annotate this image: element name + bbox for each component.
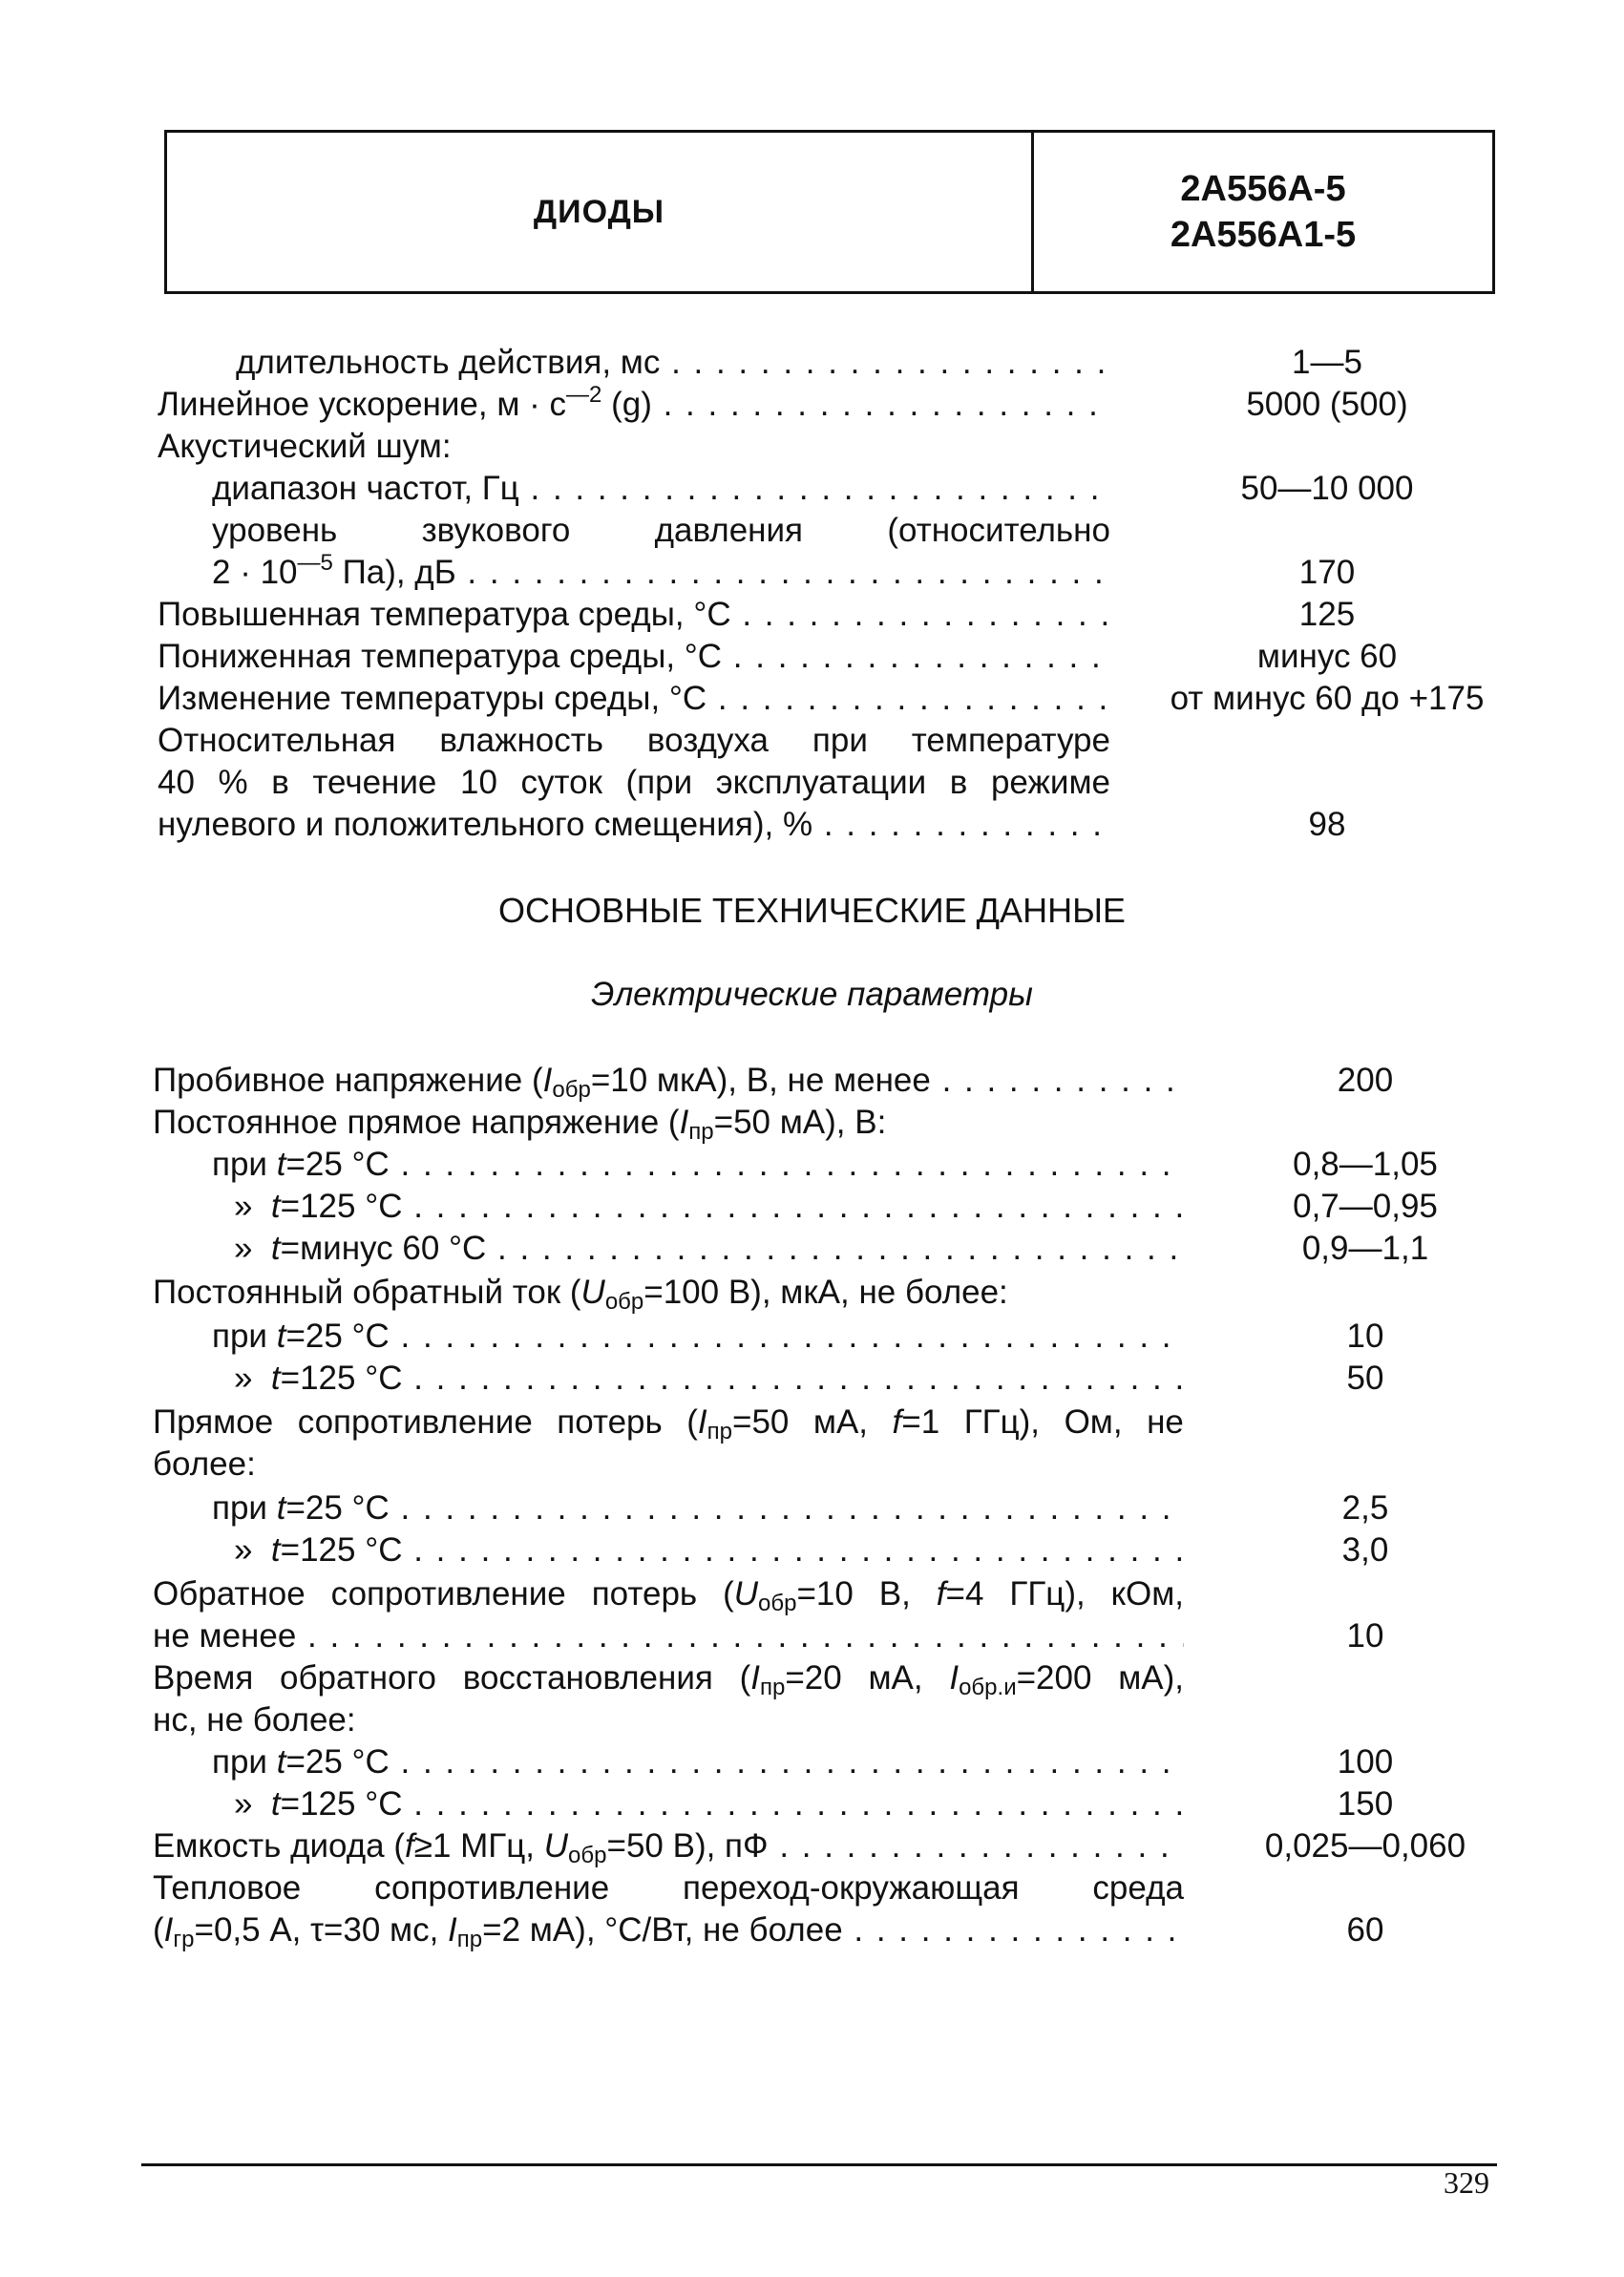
env-freq-value: 50—10 000 [1240, 470, 1414, 507]
param-thermal-row [153, 1909, 1184, 1951]
param-fwd-volt-value-1: 0,8—1,05 [1293, 1146, 1438, 1183]
param-rev-cur-row-2: » t=125 °С . . . [234, 1358, 1184, 1400]
model-name-2: 2А556А1-5 [1170, 215, 1357, 255]
param-cap-label: Емкость диода (f≥1 МГц, $U_{обр}=50$ В), пФ . . . [153, 1825, 1184, 1867]
env-humidity-value: 98 [1308, 806, 1346, 843]
param-thermal-value: 60 [1346, 1911, 1384, 1949]
env-temp-change-row [158, 678, 1110, 720]
param-rev-cur-value-1: 10 [1346, 1318, 1384, 1355]
env-freq-row [212, 468, 1110, 510]
param-fwd-res-line1: Прямое сопротивление потерь ($I_{пр}=50$ мА, f=1 ГГц), Ом, не [153, 1403, 1184, 1444]
env-low-temp-value: минус 60 [1256, 638, 1398, 675]
env-temp-change-value: от минус 60 до +175 [1170, 680, 1485, 717]
param-rev-res-label: не менее . . . [153, 1615, 1184, 1657]
env-accel-label: Линейное ускорение, $м \cdot с^{—2}$ (g) . . . [158, 384, 1110, 426]
param-cap-value: 0,025—0,060 [1264, 1827, 1466, 1865]
header-models [1034, 133, 1492, 291]
param-fwd-res-line2: более: [153, 1445, 256, 1483]
param-breakdown-row [153, 1060, 1184, 1102]
env-humidity-row [158, 804, 1110, 846]
param-rev-res-row [153, 1615, 1184, 1657]
env-duration-label: длительность действия, мс . . . [236, 342, 1110, 384]
param-recovery-value-2: 150 [1337, 1785, 1394, 1823]
footer-rule [141, 2163, 1497, 2166]
param-rev-res-value: 10 [1346, 1617, 1384, 1655]
param-thermal-label: ($I_{гр}=0,5$ А, τ=30 мс, $I_{пр}=2$ мА), °С/Вт, не более . . . [153, 1909, 1184, 1951]
env-humidity-line1: Относительная влажность воздуха при температуре [158, 722, 1110, 759]
header-category: ДИОДЫ [167, 133, 1034, 291]
param-thermal-line1: Тепловое сопротивление переход-окружающая среда [153, 1869, 1184, 1907]
param-breakdown-value: 200 [1337, 1062, 1394, 1099]
env-spl-row [212, 552, 1110, 594]
param-fwd-volt-value-3: 0,9—1,1 [1301, 1230, 1429, 1267]
env-spl-line1: уровень звукового давления (относительно [212, 512, 1110, 549]
param-fwd-res-value-1: 2,5 [1341, 1489, 1389, 1527]
env-high-temp-row [158, 594, 1110, 636]
param-breakdown-label: Пробивное напряжение ($I_{обр}=10$ мкА), В, не менее . . . [153, 1060, 1184, 1102]
param-fwd-volt-title: Постоянное прямое напряжение ($I_{пр}=50$ мА), В: [153, 1104, 887, 1145]
param-rev-cur-row-1: при t=25 °С . . . [212, 1316, 1184, 1358]
header-box [164, 130, 1495, 294]
param-rev-res-line1: Обратное сопротивление потерь ($U_{обр}=10$ В, f=4 ГГц), кОм, [153, 1575, 1184, 1616]
env-temp-change-label: Изменение температуры среды, °С . . . [158, 678, 1110, 720]
param-fwd-volt-row-2: » t=125 °С . . . [234, 1186, 1184, 1228]
env-duration-value: 1—5 [1292, 344, 1362, 381]
env-low-temp-label: Пониженная температура среды, °С . . . [158, 636, 1110, 678]
env-spl-label: $2 \cdot 10^{—5}$ Па), дБ . . . [212, 552, 1110, 594]
env-duration-row [236, 342, 1110, 384]
env-humidity-label: нулевого и положительного смещения), % . . . [158, 804, 1110, 846]
param-fwd-res-row-1: при t=25 °С . . . [212, 1487, 1184, 1529]
param-rev-cur-title: Постоянный обратный ток ($U_{обр}=100$ В), мкА, не более: [153, 1274, 1008, 1315]
param-recovery-row-1: при t=25 °С . . . [212, 1741, 1184, 1783]
env-humidity-line2: 40 % в течение 10 суток (при эксплуатации в режиме [158, 764, 1110, 801]
page-number: 329 [1444, 2165, 1489, 2200]
param-fwd-volt-row-1: при t=25 °С . . . [212, 1144, 1184, 1186]
param-fwd-volt-value-2: 0,7—0,95 [1293, 1188, 1438, 1225]
param-recovery-value-1: 100 [1337, 1743, 1394, 1781]
param-recovery-line1: Время обратного восстановления ($I_{пр}=20$ мА, $I_{обр.и}=200$ мА), [153, 1659, 1184, 1700]
param-cap-row [153, 1825, 1184, 1867]
param-rev-cur-value-2: 50 [1346, 1360, 1384, 1397]
env-high-temp-value: 125 [1298, 596, 1356, 633]
env-accel-row [158, 384, 1110, 426]
env-freq-label: диапазон частот, Гц . . . [212, 468, 1110, 510]
section-title: ОСНОВНЫЕ ТЕХНИЧЕСКИЕ ДАННЫЕ [498, 891, 1126, 930]
env-low-temp-row [158, 636, 1110, 678]
model-name-1: 2А556А-5 [1180, 169, 1346, 209]
param-fwd-res-row-2: » t=125 °С . . . [234, 1529, 1184, 1571]
param-recovery-row-2: » t=125 °С . . . [234, 1783, 1184, 1825]
subsection-title: Электрические параметры [591, 976, 1033, 1013]
env-noise-title: Акустический шум: [158, 428, 452, 465]
param-fwd-volt-row-3: » t=минус 60 °С . . . [234, 1228, 1184, 1270]
param-fwd-res-value-2: 3,0 [1341, 1531, 1389, 1569]
env-high-temp-label: Повышенная температура среды, °С . . . [158, 594, 1110, 636]
env-accel-value: 5000 (500) [1246, 386, 1408, 423]
env-spl-value: 170 [1298, 554, 1356, 591]
param-recovery-line2: нс, не более: [153, 1701, 356, 1739]
